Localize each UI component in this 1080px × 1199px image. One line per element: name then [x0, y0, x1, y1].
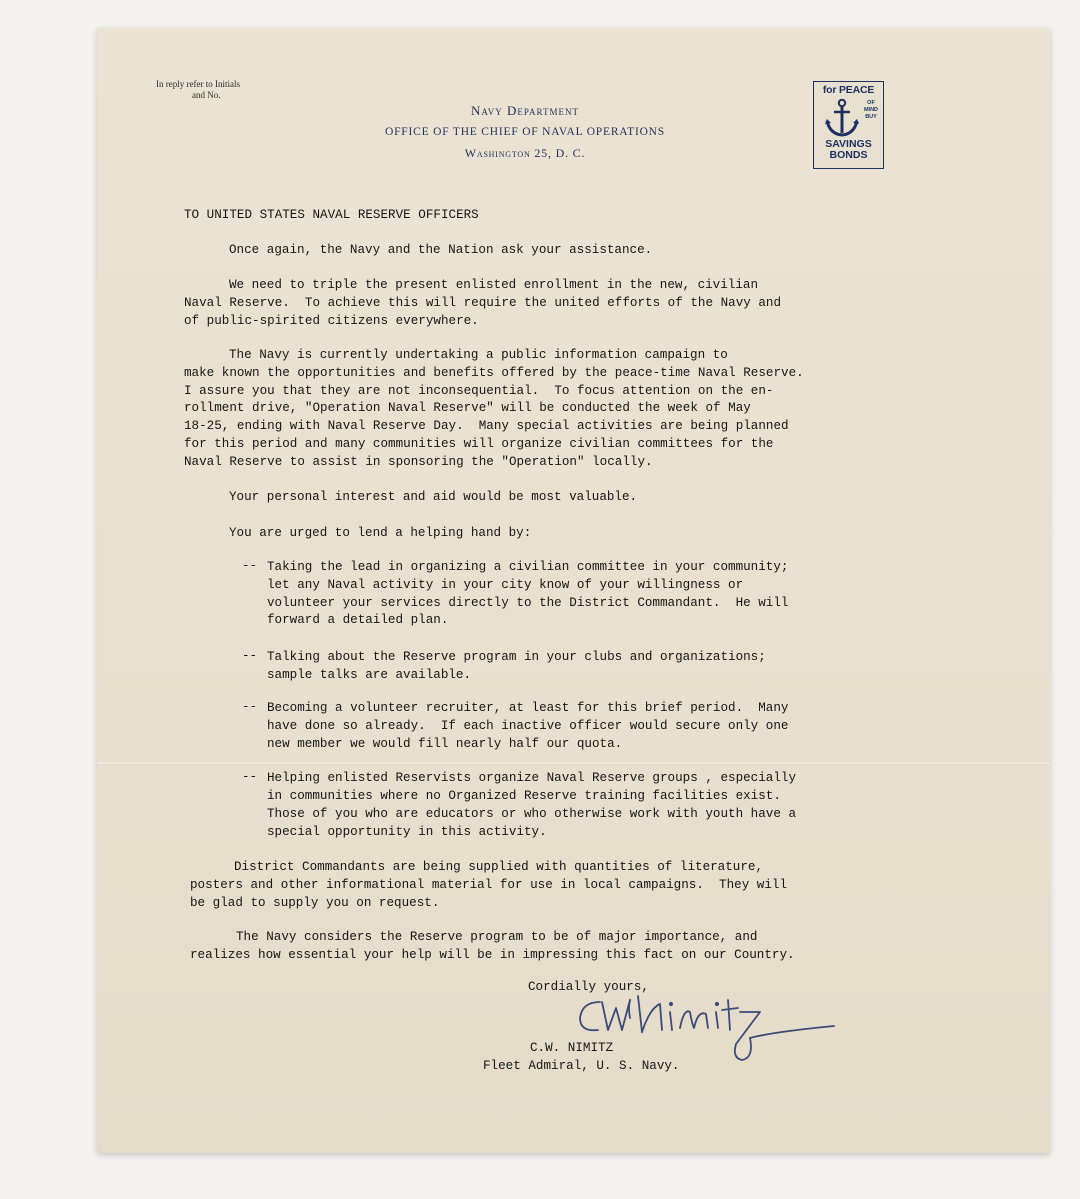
paragraph-3-line-7: Naval Reserve to assist in sponsoring the "Operation" locally.	[184, 455, 653, 469]
paragraph-3-line-1: The Navy is currently undertaking a public information campaign to	[229, 348, 728, 362]
bullet-4-line-4: special opportunity in this activity.	[267, 825, 547, 839]
letterhead	[330, 102, 720, 161]
paragraph-2-line-2: Naval Reserve. To achieve this will require the united efforts of the Navy and	[184, 296, 782, 310]
paragraph-7-line-1: The Navy considers the Reserve program to be of major importance, and	[236, 930, 758, 944]
paragraph-2-line-3: of public-spirited citizens everywhere.	[184, 314, 479, 328]
reply-reference-note	[156, 79, 266, 101]
paragraph-3-line-4: rollment drive, "Operation Naval Reserve" will be conducted the week of May	[184, 401, 751, 415]
paragraph-2-line-1: We need to triple the present enlisted enrollment in the new, civilian	[229, 278, 759, 292]
bullet-4-line-2: in communities where no Organized Reserve training facilities exist.	[267, 789, 781, 803]
paragraph-4: Your personal interest and aid would be most valuable.	[229, 490, 638, 504]
bullet-3-line-1: Becoming a volunteer recruiter, at least for this brief period. Many	[267, 701, 789, 715]
paper-fold-crease	[97, 762, 1050, 764]
bullet-4-line-1: Helping enlisted Reservists organize Naval Reserve groups , especially	[267, 771, 797, 785]
bullet-3-line-3: new member we would fill nearly half our quota.	[267, 737, 623, 751]
bullet-1-line-3: volunteer your services directly to the District Commandant. He will	[267, 596, 789, 610]
office-city: Washington 25, D. C.	[464, 146, 586, 160]
stamp-bottom-line-1: SAVINGS	[825, 138, 872, 150]
paragraph-3-line-5: 18-25, ending with Naval Reserve Day. Many special activities are being planned	[184, 419, 789, 433]
office-name: OFFICE OF THE CHIEF OF NAVAL OPERATIONS	[385, 126, 665, 138]
bullet-3-dash: --	[242, 700, 258, 714]
stamp-side-text: OF MIND BUY	[863, 100, 879, 120]
department-name: Navy Department	[471, 103, 579, 118]
bullet-2-line-1: Talking about the Reserve program in your clubs and organizations;	[267, 650, 766, 664]
stamp-bottom-line-2: BONDS	[829, 149, 868, 161]
paragraph-7-line-2: realizes how essential your help will be in impressing this fact on our Country.	[190, 948, 795, 962]
paragraph-1: Once again, the Navy and the Nation ask your assistance.	[229, 243, 653, 257]
bullet-4-dash: --	[242, 770, 258, 784]
bullet-1-line-1: Taking the lead in organizing a civilian committee in your community;	[267, 560, 789, 574]
paragraph-3-line-6: for this period and many communities will organize civilian committees for the	[184, 437, 774, 451]
stamp-top-text: for PEACE	[822, 84, 875, 96]
savings-bonds-stamp	[813, 81, 884, 169]
bullet-2-dash: --	[242, 649, 258, 663]
anchor-icon	[822, 97, 862, 139]
bullet-3-line-2: have done so already. If each inactive officer would secure only one	[267, 719, 789, 733]
bullet-1-dash: --	[242, 559, 258, 573]
valediction: Cordially yours,	[528, 980, 649, 994]
salutation: TO UNITED STATES NAVAL RESERVE OFFICERS	[184, 208, 479, 222]
bullet-2-line-2: sample talks are available.	[267, 668, 472, 682]
paragraph-3-line-2: make known the opportunities and benefits offered by the peace-time Naval Reserve.	[184, 366, 804, 380]
bullet-1-line-2: let any Naval activity in your city know of your willingness or	[267, 578, 744, 592]
paragraph-6-line-3: be glad to supply you on request.	[190, 896, 440, 910]
bullet-1-line-4: forward a detailed plan.	[267, 613, 449, 627]
paragraph-5: You are urged to lend a helping hand by:	[229, 526, 532, 540]
paragraph-6-line-2: posters and other informational material for use in local campaigns. They will	[190, 878, 788, 892]
signatory-title: Fleet Admiral, U. S. Navy.	[483, 1059, 680, 1073]
bullet-4-line-3: Those of you who are educators or who otherwise work with youth have a	[267, 807, 797, 821]
paragraph-6-line-1: District Commandants are being supplied with quantities of literature,	[234, 860, 764, 874]
stamp-bottom-text	[814, 139, 883, 161]
signatory-name: C.W. NIMITZ	[530, 1041, 614, 1055]
reply-note-line-1: In reply refer to Initials	[156, 79, 240, 89]
paragraph-3-line-3: I assure you that they are not inconsequential. To focus attention on the en-	[184, 384, 774, 398]
reply-note-line-2: and No.	[192, 90, 221, 100]
